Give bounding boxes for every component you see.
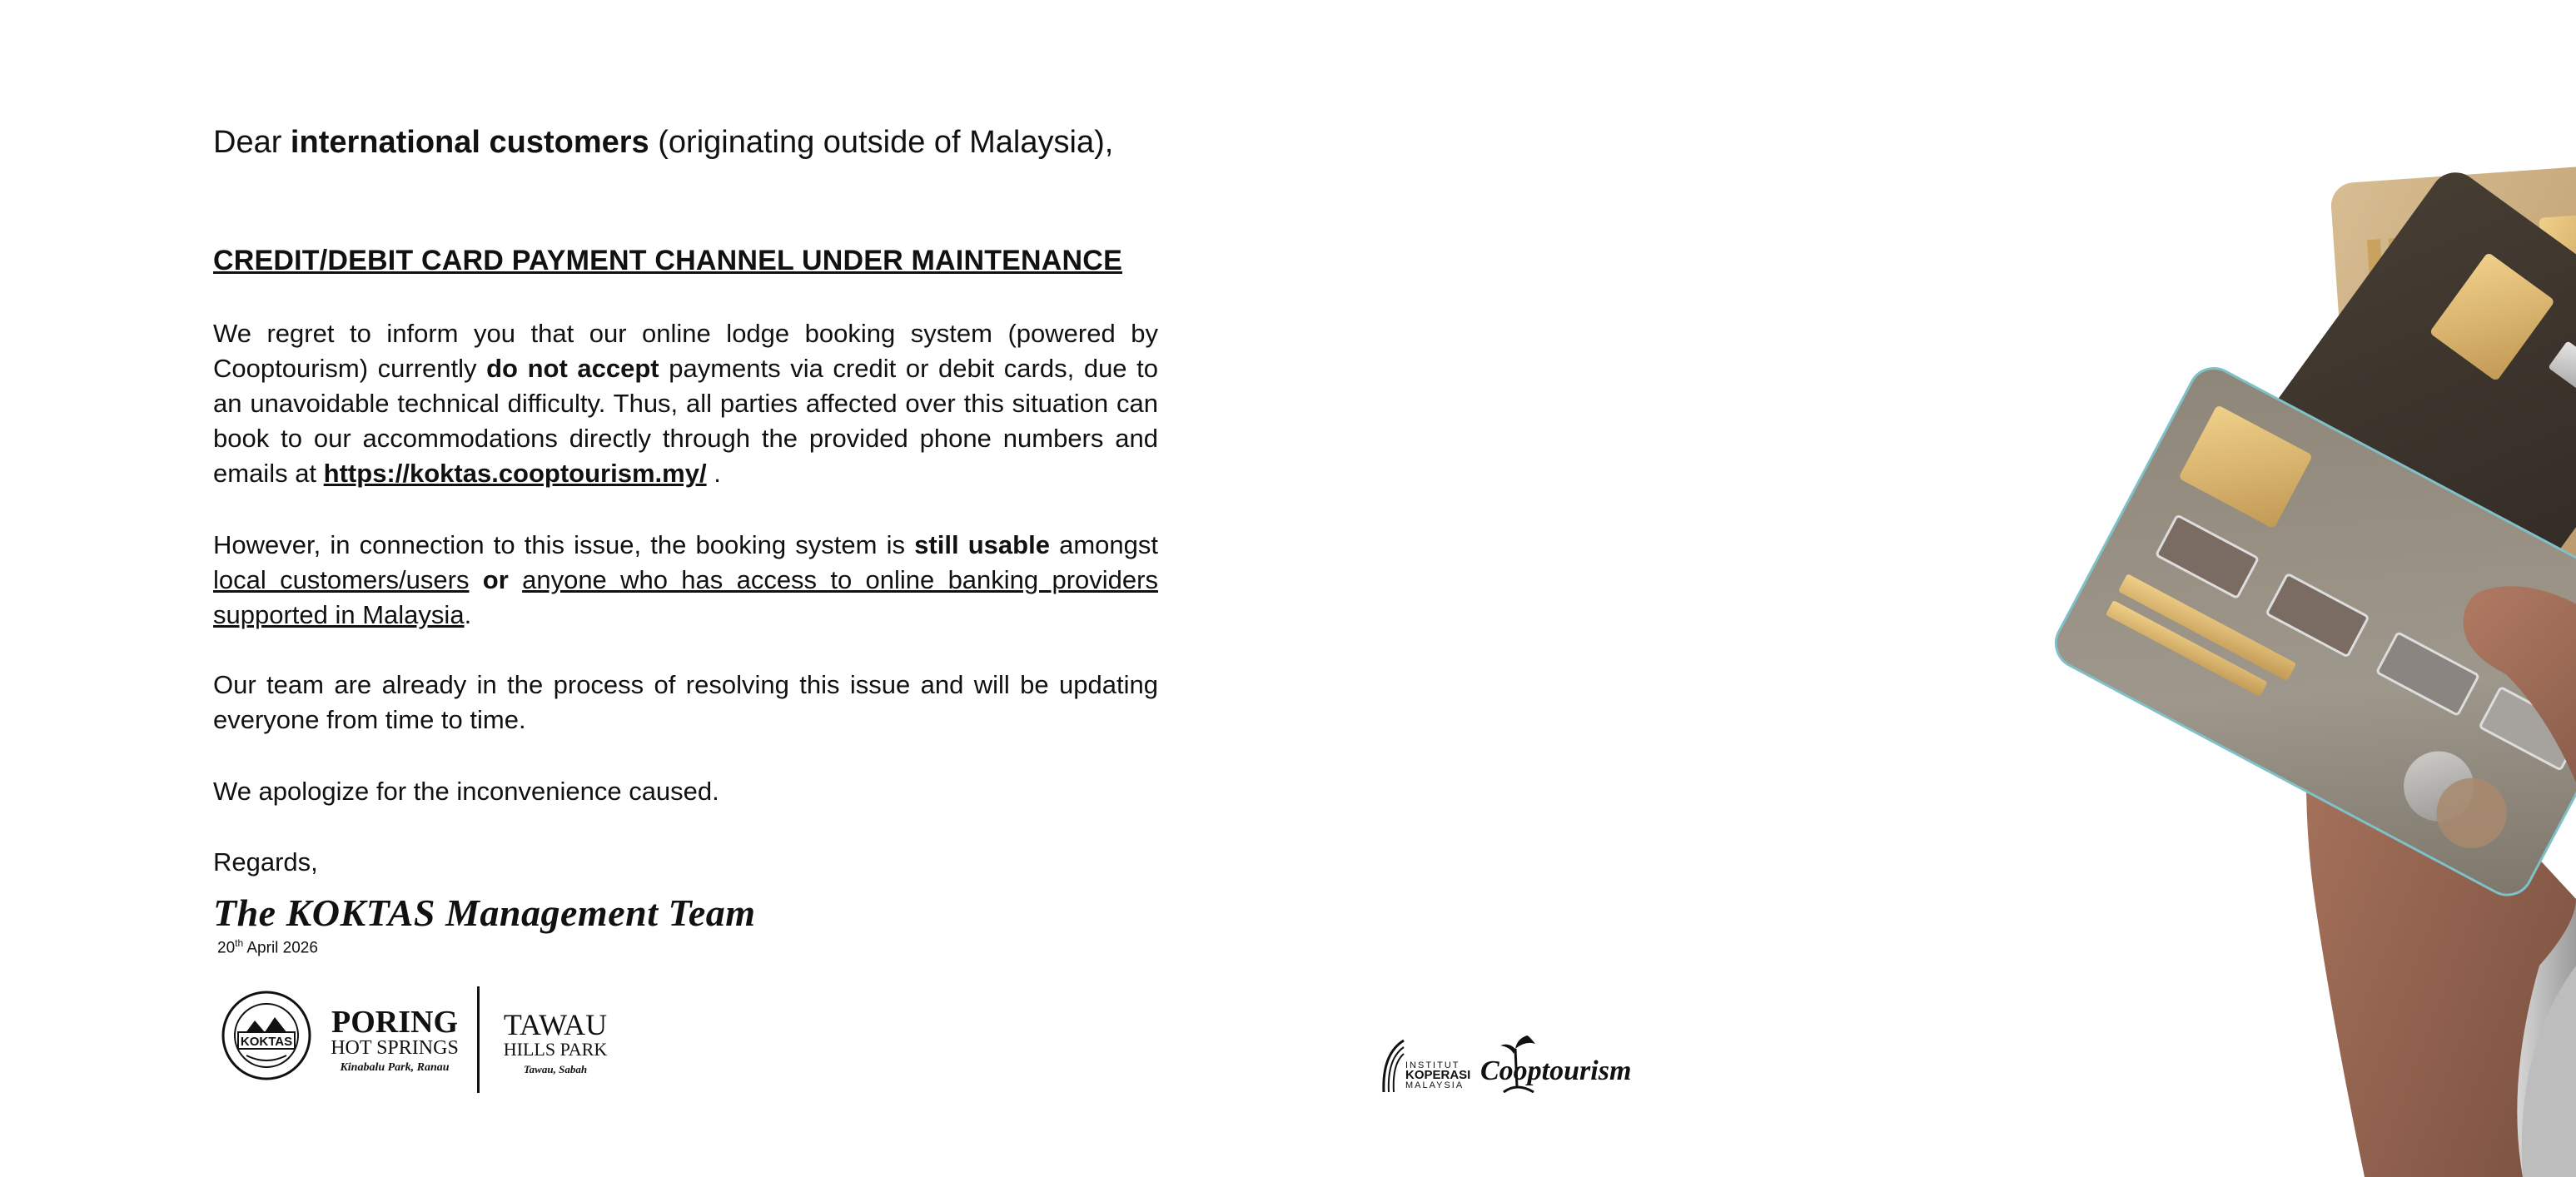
ikma-logo-icon: [1379, 1037, 1407, 1097]
logo-divider: [477, 986, 480, 1093]
signature: The KOKTAS Management Team: [213, 891, 756, 934]
tawau-hills-park-logo: TAWAU HILLS PARK Tawau, Sabah: [503, 1008, 608, 1075]
paragraph-resolving: Our team are already in the process of resolving this issue and will be updating everyone from time to time.: [213, 670, 1158, 734]
paragraph-regret: We regret to inform you that our online lodge booking system (powered by Cooptourism) currently do not accept payments via credit or debit cards, due to an unavoidable technical difficulty. Thus, all parties affected over this situation can book to our accommodations directly through the provided phone numbers and emails at https://koktas.cooptourism.my/ .: [213, 319, 1158, 488]
paragraph-apology: We apologize for the inconvenience caused.: [213, 777, 719, 806]
koktas-seal-logo: [221, 991, 311, 1080]
seal-text: KOKTAS: [240, 1035, 293, 1049]
maintenance-headline: CREDIT/DEBIT CARD PAYMENT CHANNEL UNDER MAINTENANCE: [213, 245, 1122, 276]
paragraph-still-usable: However, in connection to this issue, the booking system is still usable amongst local customers/users or anyone who has access to online banking providers supported in Malaysia.: [213, 530, 1158, 629]
poring-hot-springs-logo: PORING HOT SPRINGS Kinabalu Park, Ranau: [331, 1005, 459, 1074]
ikma-logo-text: INSTITUT KOPERASI MALAYSIA: [1405, 1060, 1471, 1090]
regards: Regards,: [213, 847, 318, 877]
park-logos: [221, 986, 621, 1095]
greeting: Dear international customers (originating outside of Malaysia),: [213, 125, 1114, 160]
koktas-link[interactable]: https://koktas.cooptourism.my/: [323, 459, 707, 488]
credit-cards-in-hand-illustration: [1582, 150, 2576, 1177]
date: 20th April 2026: [217, 937, 318, 957]
cooptourism-logo-text: Cooptourism: [1480, 1055, 1632, 1086]
